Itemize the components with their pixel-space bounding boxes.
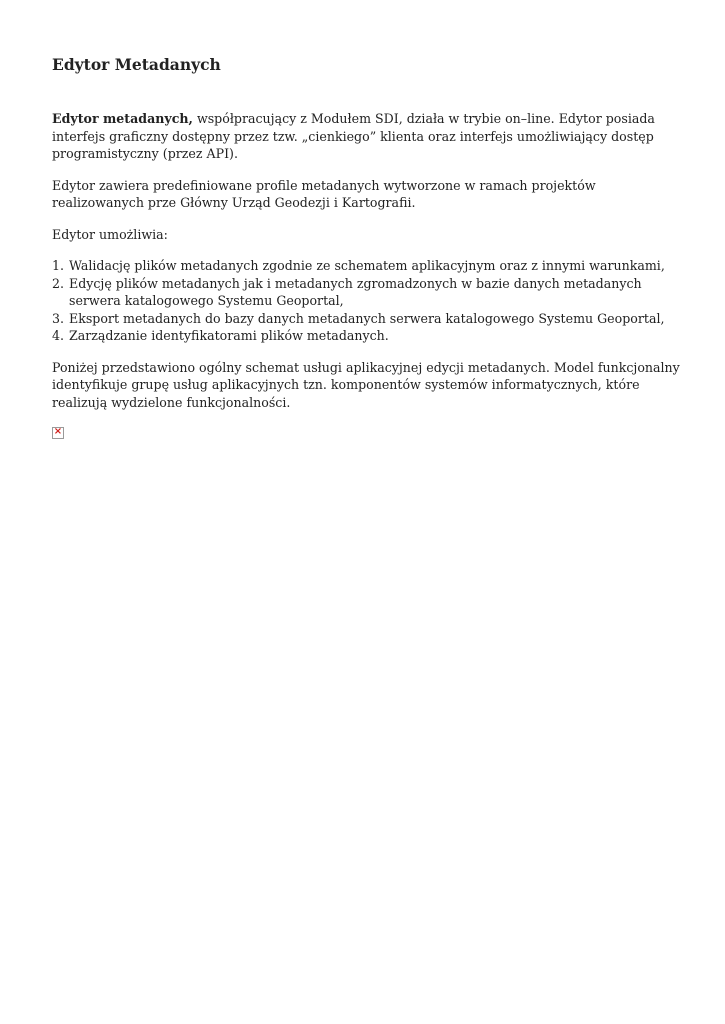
schema-paragraph: Poniżej przedstawiono ogólny schemat usługi aplikacyjnej edycji metadanych. Model funkcjonalny identyfikuje grupę usług aplikacyjnych tzn. komponentów systemów informatycznych, które realizują wydzielone funkcjonalności. <box>52 359 680 410</box>
list-intro: Edytor umożliwia: <box>52 226 168 242</box>
intro-text: współpracujący z Modułem SDI, działa w trybie on–line. Edytor posiada interfejs graficzny dostępny przez tzw. „cienkiego” klienta oraz interfejs umożliwiający dostęp programistyczny (przez API). <box>52 111 655 161</box>
list-item <box>52 257 682 275</box>
document-page <box>52 54 682 439</box>
profiles-paragraph: Edytor zawiera predefiniowane profile metadanych wytworzone w ramach projektów realizowanych prze Główny Urząd Geodezji i Kartografii. <box>52 177 596 210</box>
intro-bold-text: Edytor metadanych, <box>52 111 193 126</box>
intro-paragraph <box>52 110 682 163</box>
list-item-text: Zarządzanie identyfikatorami plików metadanych. <box>69 328 389 343</box>
broken-image-icon: × <box>53 426 63 437</box>
list-item-number: 3. <box>52 310 65 326</box>
page-title: Edytor Metadanych <box>52 55 221 74</box>
list-item-number: 4. <box>52 328 65 343</box>
list-item <box>52 275 682 310</box>
features-list <box>52 257 682 345</box>
list-item <box>52 310 682 328</box>
list-item-text: Eksport metadanych do bazy danych metadanych serwera katalogowego Systemu Geoportal, <box>69 310 665 326</box>
list-item-number: 2. <box>52 275 65 291</box>
list-item-text: Edycję plików metadanych jak i metadanych zgromadzonych w bazie danych metadanych serwera katalogowego Systemu Geoportal, <box>69 275 642 308</box>
list-item-text: Walidację plików metadanych zgodnie ze schematem aplikacyjnym oraz z innymi warunkami, <box>69 258 665 273</box>
list-item-number: 1. <box>52 258 65 273</box>
list-item <box>52 327 682 345</box>
